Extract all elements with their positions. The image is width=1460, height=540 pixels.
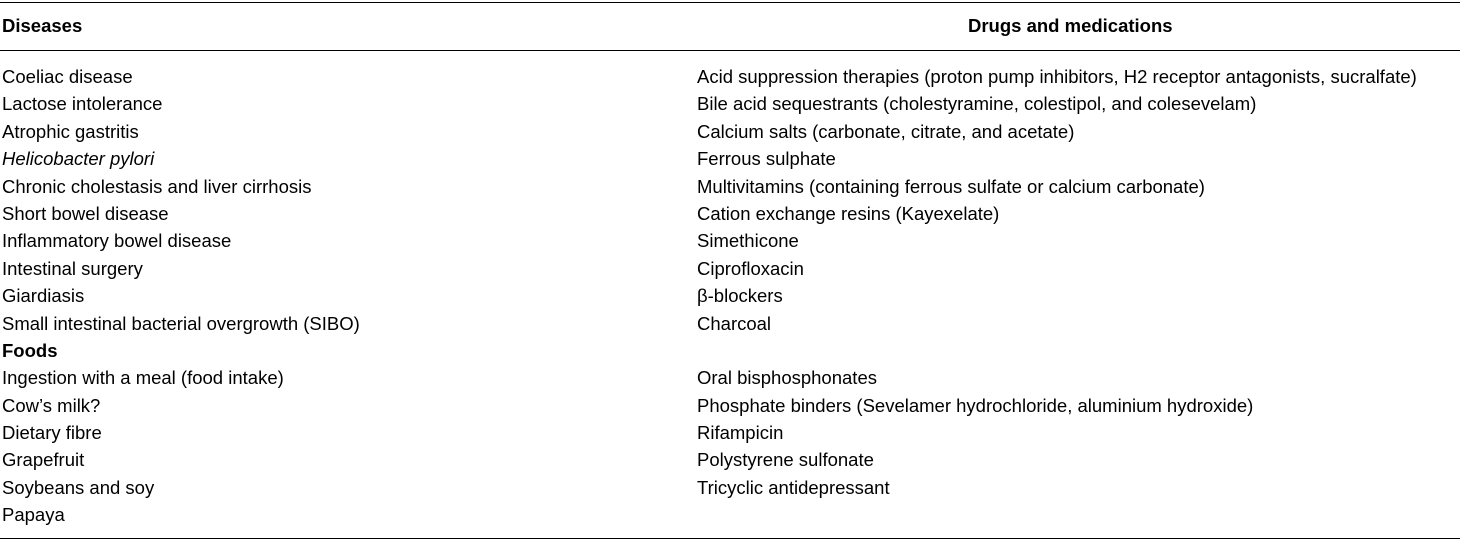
drug-cell: Ferrous sulphate bbox=[697, 148, 836, 170]
food-cell: Dietary fibre bbox=[2, 422, 102, 444]
drug-cell: Oral bisphosphonates bbox=[697, 367, 877, 389]
table-row bbox=[0, 90, 1460, 117]
disease-cell: Small intestinal bacterial overgrowth (SIBO) bbox=[2, 312, 360, 334]
food-cell: Papaya bbox=[2, 504, 65, 526]
table-row bbox=[0, 446, 1460, 473]
disease-cell: Helicobacter pylori bbox=[2, 148, 155, 170]
table-row bbox=[0, 501, 1460, 528]
table-row bbox=[0, 474, 1460, 501]
table-row bbox=[0, 118, 1460, 145]
table-row-section-heading bbox=[0, 337, 1460, 364]
table-row bbox=[0, 255, 1460, 282]
header-diseases: Diseases bbox=[2, 15, 83, 36]
food-cell: Ingestion with a meal (food intake) bbox=[2, 367, 284, 389]
disease-cell: Lactose intolerance bbox=[2, 93, 163, 115]
drug-cell: Simethicone bbox=[697, 230, 799, 252]
table-top-rule bbox=[0, 2, 1460, 3]
drug-cell: Multivitamins (containing ferrous sulfate or calcium carbonate) bbox=[697, 175, 1205, 197]
drug-cell: Cation exchange resins (Kayexelate) bbox=[697, 202, 1000, 224]
table-row bbox=[0, 145, 1460, 172]
disease-cell: Inflammatory bowel disease bbox=[2, 230, 232, 252]
disease-cell: Giardiasis bbox=[2, 285, 85, 307]
drug-cell: Tricyclic antidepressant bbox=[697, 476, 890, 498]
table-body bbox=[0, 63, 1460, 529]
drug-cell: Polystyrene sulfonate bbox=[697, 449, 874, 471]
table-row bbox=[0, 227, 1460, 254]
table-row bbox=[0, 200, 1460, 227]
food-cell: Grapefruit bbox=[2, 449, 85, 471]
table-row bbox=[0, 173, 1460, 200]
drug-cell: Charcoal bbox=[697, 312, 772, 334]
header-drugs-and-medications: Drugs and medications bbox=[968, 15, 1173, 36]
disease-cell: Short bowel disease bbox=[2, 202, 169, 224]
drug-cell: Phosphate binders (Sevelamer hydrochloride, aluminium hydroxide) bbox=[697, 394, 1254, 416]
table-bottom-rule bbox=[0, 538, 1460, 539]
drug-cell: Acid suppression therapies (proton pump inhibitors, H2 receptor antagonists, sucralfate) bbox=[697, 66, 1417, 87]
table-row bbox=[0, 364, 1460, 391]
section-heading-foods: Foods bbox=[2, 339, 58, 361]
table-row bbox=[0, 392, 1460, 419]
food-cell: Cow’s milk? bbox=[2, 394, 101, 416]
table-row bbox=[0, 419, 1460, 446]
disease-cell: Intestinal surgery bbox=[2, 257, 143, 279]
food-cell: Soybeans and soy bbox=[2, 476, 155, 498]
disease-cell: Atrophic gastritis bbox=[2, 120, 139, 142]
header-bottom-rule bbox=[0, 50, 1460, 51]
table-row bbox=[0, 310, 1460, 337]
disease-cell: Coeliac disease bbox=[2, 66, 133, 87]
table-row bbox=[0, 282, 1460, 309]
drug-cell: β-blockers bbox=[697, 285, 783, 307]
table-row bbox=[0, 63, 1460, 90]
drug-cell: Calcium salts (carbonate, citrate, and acetate) bbox=[697, 120, 1075, 142]
drug-cell: Ciprofloxacin bbox=[697, 257, 804, 279]
drug-cell: Rifampicin bbox=[697, 422, 784, 444]
disease-cell: Chronic cholestasis and liver cirrhosis bbox=[2, 175, 312, 197]
drug-cell: Bile acid sequestrants (cholestyramine, colestipol, and colesevelam) bbox=[697, 93, 1257, 115]
